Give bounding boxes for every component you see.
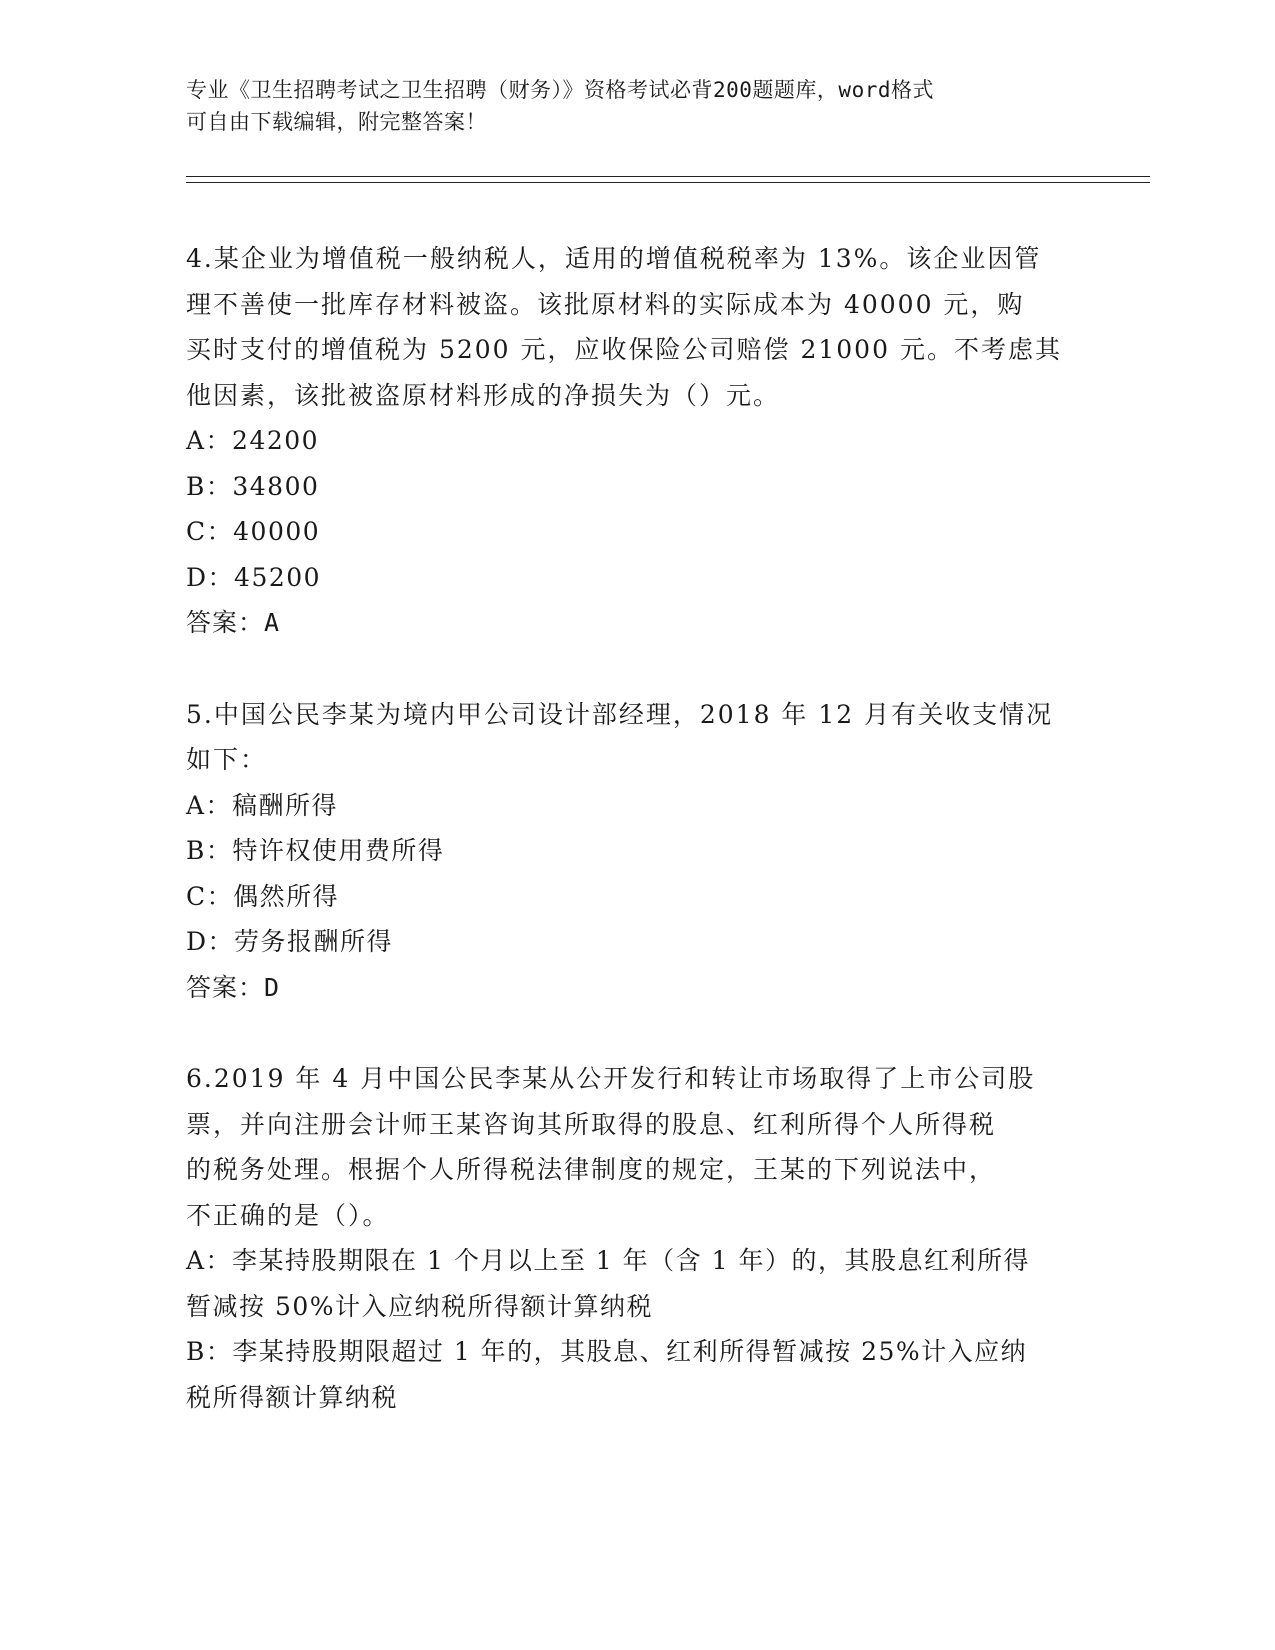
question-stem xyxy=(186,1056,1086,1238)
header-line: 专业《卫生招聘考试之卫生招聘（财务）》资格考试必背200题题库，word格式 xyxy=(186,78,934,102)
question-stem-line: 4.某企业为增值税一般纳税人，适用的增值税税率为 13%。该企业因管 xyxy=(186,244,1042,273)
question-stem-line: 如下： xyxy=(186,745,268,774)
option-b: B：特许权使用费所得 xyxy=(186,836,445,865)
option-c: C：偶然所得 xyxy=(186,881,340,911)
document-header xyxy=(186,74,1066,138)
option-a: A：稿酬所得 xyxy=(186,790,339,820)
answer-line: 答案：D xyxy=(186,972,281,1002)
option-d: D：劳务报酬所得 xyxy=(186,927,394,956)
option-line: 暂减按 50%计入应纳税所得额计算纳税 xyxy=(186,1291,654,1321)
question-list xyxy=(186,236,1086,1420)
option-b: B：34800 xyxy=(186,471,320,501)
question-item xyxy=(186,1056,1086,1420)
question-stem-line: 5.中国公民李某为境内甲公司设计部经理，2018 年 12 月有关收支情况 xyxy=(186,699,1054,729)
question-stem xyxy=(186,236,1086,418)
question-stem-line: 票，并向注册会计师王某咨询其所取得的股息、红利所得个人所得税 xyxy=(186,1109,997,1139)
question-item xyxy=(186,236,1086,646)
option-a: A：24200 xyxy=(186,426,320,455)
question-stem xyxy=(186,692,1086,783)
option-line: B：李某持股期限超过 1 年的，其股息、红利所得暂减按 25%计入应纳 xyxy=(186,1337,1028,1366)
header-divider xyxy=(186,176,1150,177)
header-divider xyxy=(186,182,1150,183)
question-spacer xyxy=(186,646,1086,692)
question-stem-line: 的税务处理。根据个人所得税法律制度的规定，王某的下列说法中， xyxy=(186,1155,997,1184)
option-a xyxy=(186,1238,1086,1329)
question-stem-line: 不正确的是（）。 xyxy=(186,1200,390,1230)
question-stem-line: 6.2019 年 4 月中国公民李某从公开发行和转让市场取得了上市公司股 xyxy=(186,1064,1036,1093)
question-item xyxy=(186,692,1086,1011)
header-line: 可自由下载编辑，附完整答案！ xyxy=(186,110,487,134)
question-stem-line: 理不善使一批库存材料被盗。该批原材料的实际成本为 40000 元，购 xyxy=(186,289,1025,319)
option-d: D：45200 xyxy=(186,562,322,592)
option-c: C：40000 xyxy=(186,517,321,546)
question-spacer xyxy=(186,1010,1086,1056)
option-b xyxy=(186,1329,1086,1420)
answer-line: 答案：A xyxy=(186,608,281,637)
option-line: 税所得额计算纳税 xyxy=(186,1382,399,1412)
question-stem-line: 他因素，该批被盗原材料形成的净损失为（）元。 xyxy=(186,380,781,410)
question-stem-line: 买时支付的增值税为 5200 元，应收保险公司赔偿 21000 元。不考虑其 xyxy=(186,335,1062,364)
option-line: A：李某持股期限在 1 个月以上至 1 年（含 1 年）的，其股息红利所得 xyxy=(186,1246,1030,1275)
